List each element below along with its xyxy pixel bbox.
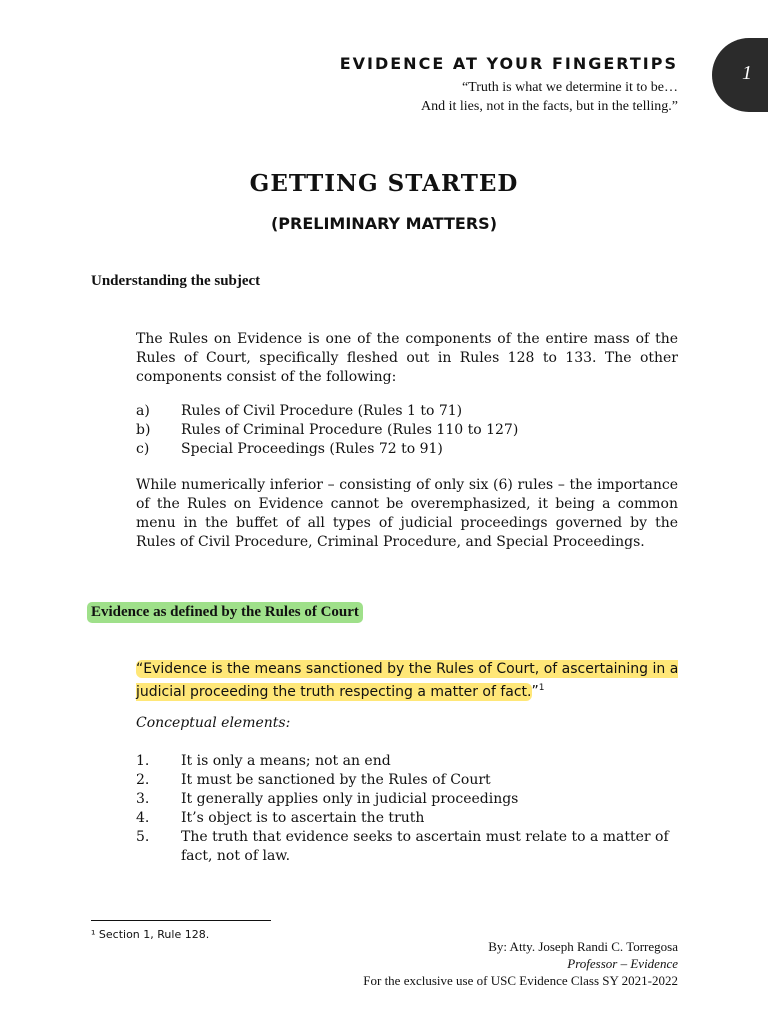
conceptual-elements-list <box>136 752 678 866</box>
footnote-divider <box>91 920 271 921</box>
list-item <box>136 771 678 790</box>
footer <box>363 938 678 989</box>
list-marker: c) <box>136 441 150 457</box>
list-item-text: The truth that evidence seeks to ascertain must relate to a matter of fact, not of law. <box>181 829 669 864</box>
components-list <box>136 402 678 459</box>
header-title: EVIDENCE AT YOUR FINGERTIPS <box>339 54 678 73</box>
list-item <box>136 440 678 459</box>
definition-highlight: “Evidence is the means sanctioned by the Rules of Court, of ascertaining in a judicial proceeding the truth respecting a matter of fact. <box>136 661 679 700</box>
list-marker: 1. <box>136 753 150 769</box>
footnote: ¹ Section 1, Rule 128. <box>91 928 210 941</box>
list-item <box>136 790 678 809</box>
footer-author: By: Atty. Joseph Randi C. Torregosa <box>488 939 678 954</box>
list-item-text: It must be sanctioned by the Rules of Court <box>181 772 491 788</box>
list-item <box>136 752 678 771</box>
list-item-text: It’s object is to ascertain the truth <box>181 810 425 826</box>
list-item <box>136 828 678 866</box>
list-marker: 4. <box>136 810 150 826</box>
section-heading-evidence-definition: Evidence as defined by the Rules of Court <box>87 602 363 623</box>
header-quote-line-1: “Truth is what we determine it to be… <box>461 80 678 95</box>
definition-quote <box>136 660 680 702</box>
section-heading-understanding: Understanding the subject <box>91 273 261 289</box>
list-marker: b) <box>136 422 151 438</box>
header-quote-line-2: And it lies, not in the facts, but in the telling.” <box>420 99 678 114</box>
list-item-text: Rules of Civil Procedure (Rules 1 to 71) <box>181 403 463 419</box>
list-item <box>136 809 678 828</box>
importance-paragraph: While numerically inferior – consisting of only six (6) rules – the importance of the Rules on Evidence cannot be overemphasized, it being a common menu in the buffet of all types of judicial proceedings governed by the Rules of Civil Procedure, Criminal Procedure, and Special Proceedings. <box>136 477 678 550</box>
list-marker: 2. <box>136 772 150 788</box>
list-item-text: Rules of Criminal Procedure (Rules 110 to 127) <box>181 422 519 438</box>
footnote-reference: 1 <box>538 683 545 693</box>
list-item-text: Special Proceedings (Rules 72 to 91) <box>181 441 443 457</box>
footer-usage: For the exclusive use of USC Evidence Class SY 2021-2022 <box>363 973 678 988</box>
list-item-text: It is only a means; not an end <box>181 753 391 769</box>
page-number: 1 <box>742 62 752 84</box>
list-item <box>136 421 678 440</box>
page-number-tab <box>712 38 768 112</box>
list-marker: a) <box>136 403 150 419</box>
footer-role: Professor – Evidence <box>567 956 678 971</box>
conceptual-elements-heading: Conceptual elements: <box>136 715 291 731</box>
list-marker: 5. <box>136 829 150 845</box>
page-title: GETTING STARTED <box>249 170 519 197</box>
list-item <box>136 402 678 421</box>
page-subtitle: (PRELIMINARY MATTERS) <box>270 214 498 233</box>
intro-paragraph: The Rules on Evidence is one of the components of the entire mass of the Rules of Court, specifically fleshed out in Rules 128 to 133. The other components consist of the following: <box>136 331 678 385</box>
list-item-text: It generally applies only in judicial proceedings <box>181 791 519 807</box>
header-quote <box>421 78 678 116</box>
definition-close-quote: ” <box>531 683 539 700</box>
list-marker: 3. <box>136 791 150 807</box>
